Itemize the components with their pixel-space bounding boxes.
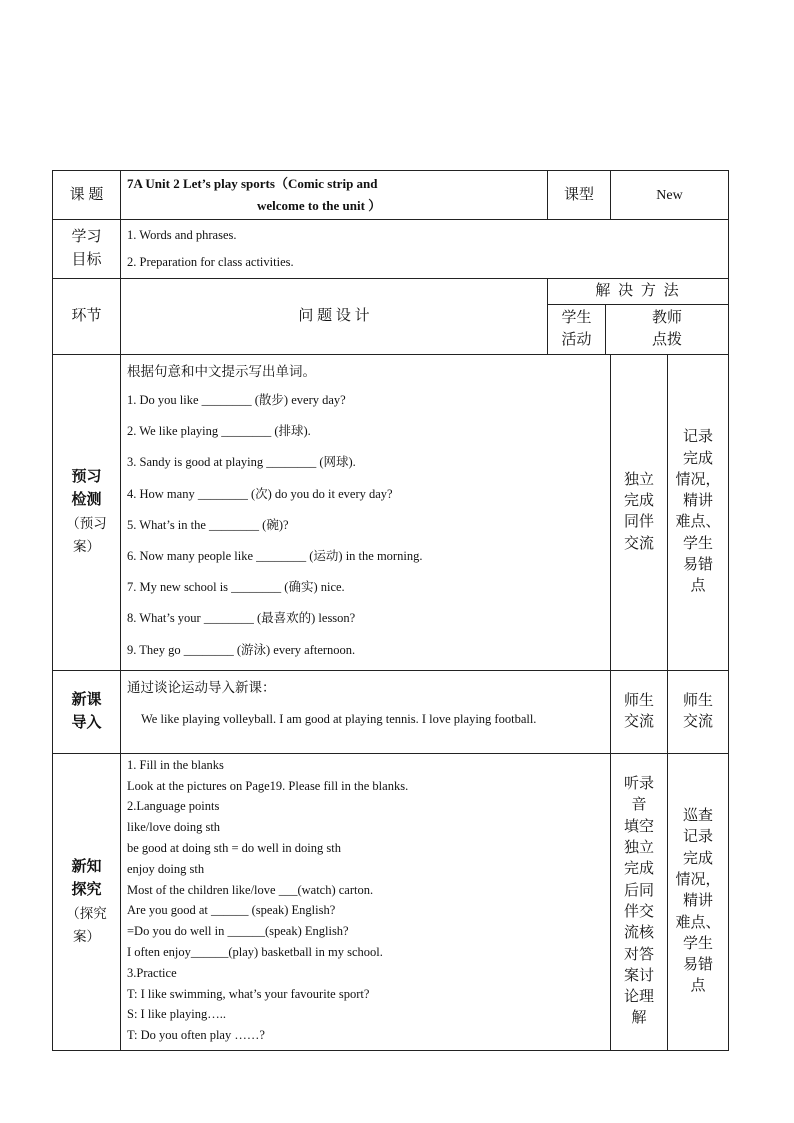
explore-line: 1. Fill in the blanks xyxy=(127,757,224,772)
explore-line: be good at doing sth = do well in doing sth xyxy=(127,841,341,856)
explore-line: 2.Language points xyxy=(127,799,220,814)
preview-item: 6. Now many people like ________ (运动) in the morning. xyxy=(127,549,423,564)
method-header: 解 决 方 法 xyxy=(548,279,728,305)
objectives-content xyxy=(121,220,729,279)
explore-label-bold: 新知 探究 xyxy=(71,858,102,898)
preview-student: 独立 完成 同伴 交流 xyxy=(611,355,668,671)
explore-line: 3.Practice xyxy=(127,965,177,980)
explore-row xyxy=(53,753,729,1050)
explore-student: 听录 音 填空 独立 完成 后同 伴交 流核 对答 案讨 论理 解 xyxy=(611,753,668,1050)
explore-content xyxy=(121,753,611,1050)
explore-line: like/love doing sth xyxy=(127,820,221,835)
preview-instruction: 根据句意和中文提示写出单词。 xyxy=(127,364,316,379)
header-row xyxy=(53,279,729,355)
type-label: 课型 xyxy=(548,171,611,220)
explore-line: =Do you do well in ______(speak) English? xyxy=(127,924,349,939)
intro-teacher: 师生 交流 xyxy=(668,670,729,753)
explore-line: I often enjoy______(play) basketball in my school. xyxy=(127,945,383,959)
lesson-plan-table xyxy=(52,170,729,1051)
intro-row xyxy=(53,670,729,753)
preview-item: 1. Do you like ________ (散步) every day? xyxy=(127,393,346,407)
preview-item: 4. How many ________ (次) do you do it every day? xyxy=(127,486,393,501)
preview-label-sub: （预习 案） xyxy=(66,516,107,555)
explore-line: Most of the children like/love ___(watch) carton. xyxy=(127,882,374,897)
preview-item: 9. They go ________ (游泳) every afternoon. xyxy=(127,642,356,657)
intro-student: 师生 交流 xyxy=(611,670,668,753)
lesson-title-line1: 7A Unit 2 Let’s play sports（Comic strip and xyxy=(127,176,378,191)
intro-content xyxy=(121,670,611,753)
preview-item: 5. What’s in the ________ (碗)? xyxy=(127,517,289,532)
type-value: New xyxy=(611,171,729,220)
explore-line: T: I like swimming, what’s your favourite sport? xyxy=(127,986,370,1001)
objective-item: 2. Preparation for class activities. xyxy=(127,255,294,269)
explore-teacher: 巡查 记录 完成 情况， 精讲 难点、 学生 易错 点 xyxy=(668,753,729,1050)
preview-item: 7. My new school is ________ (确实) nice. xyxy=(127,580,345,595)
preview-item: 2. We like playing ________ (排球). xyxy=(127,424,311,439)
objective-item: 1. Words and phrases. xyxy=(127,228,237,242)
explore-line: Are you good at ______ (speak) English? xyxy=(127,903,336,918)
preview-item: 8. What’s your ________ (最喜欢的) lesson? xyxy=(127,611,356,626)
lesson-title-line2: welcome to the unit ） xyxy=(257,198,382,213)
topic-label: 课 题 xyxy=(53,171,121,220)
objectives-label: 学习 目标 xyxy=(53,220,121,279)
explore-line: T: Do you often play ……? xyxy=(127,1028,265,1043)
design-header: 问 题 设 计 xyxy=(121,279,548,355)
preview-label xyxy=(53,355,121,671)
method-header-cell xyxy=(548,279,729,355)
preview-item: 3. Sandy is good at playing ________ (网球). xyxy=(127,455,356,470)
explore-label xyxy=(53,753,121,1050)
explore-line: enjoy doing sth xyxy=(127,861,205,876)
objectives-row xyxy=(53,220,729,279)
preview-content xyxy=(121,355,611,671)
teacher-header: 教师 点拨 xyxy=(652,310,683,348)
intro-instruction: 通过谈论运动导入新课： xyxy=(127,679,276,695)
preview-row xyxy=(53,355,729,671)
preview-teacher: 记录 完成 情况， 精讲 难点、 学生 易错 点 xyxy=(668,355,729,671)
intro-label: 新课 导入 xyxy=(53,670,121,753)
intro-sentence: We like playing volleyball. I am good at playing tennis. I love playing football. xyxy=(141,711,537,726)
explore-label-sub: （探究 案） xyxy=(66,905,107,944)
preview-label-bold: 预习 检测 xyxy=(71,469,102,509)
title-row xyxy=(53,171,729,220)
student-header: 学生 活动 xyxy=(548,305,606,354)
explore-line: S: I like playing….. xyxy=(127,1007,226,1022)
lesson-title xyxy=(121,171,548,220)
stage-header: 环节 xyxy=(53,279,121,355)
explore-line: Look at the pictures on Page19. Please fill in the blanks. xyxy=(127,778,409,793)
